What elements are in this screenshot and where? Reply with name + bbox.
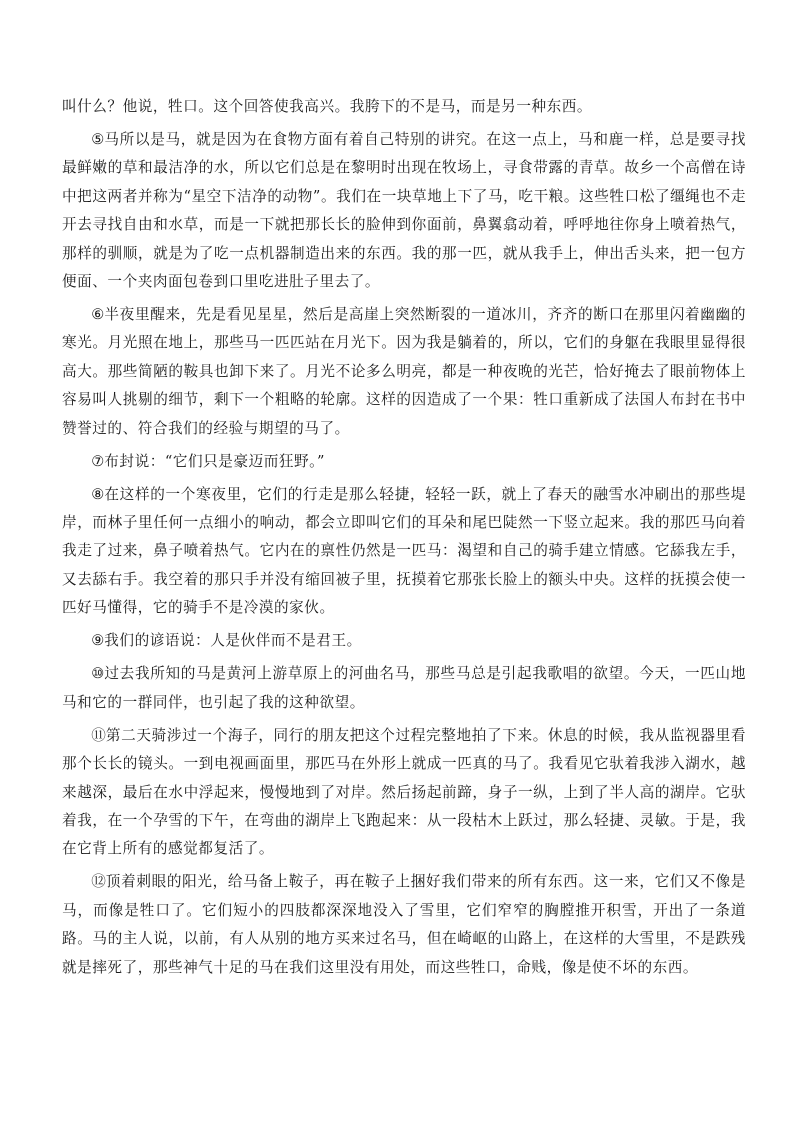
paragraph-number: ⑨: [91, 632, 105, 650]
paragraph-10: [62, 660, 746, 717]
paragraph-text: 马所以是马，就是因为在食物方面有着自己特别的讲究。在这一点上，马和鹿一样，总是要寻找最鲜嫩的草和最洁净的水，所以它们总是在黎明时出现在牧场上，寻食带露的青草。故乡一个高僧在诗中把这两者并称为“星空下洁净的动物”。我们在一块草地上下了马，吃干粮。这些牲口松了缰绳也不走开去寻找自由和水草，而是一下就把那长长的脸伸到你面前，鼻翼翕动着，呼呼地往你身上喷着热气，那样的驯顺，就是为了吃一点机器制造出来的东西。我的那一匹，就从我手上，伸出舌头来，把一包方便面、一个夹肉面包卷到口里吃进肚子里去了。: [62, 131, 746, 291]
paragraph-5: [62, 126, 746, 296]
paragraph-text: 布封说：“它们只是豪迈而狂野。”: [104, 452, 326, 470]
paragraph-number: ⑪: [91, 726, 106, 744]
paragraph-8: [62, 481, 746, 623]
paragraph-text: 半夜里醒来，先是看见星星，然后是高崖上突然断裂的一道冰川，齐齐的断口在那里闪着幽幽的寒光。月光照在地上，那些马一匹匹站在月光下。因为我是躺着的，所以，它们的身躯在我眼里显得很高大。那些简陋的鞍具也卸下来了。月光不论多么明亮，都是一种夜晚的光芒，恰好掩去了眼前物体上容易叫人挑剔的细节，剩下一个粗略的轮廓。这样的因造成了一个果：牲口重新成了法国人布封在书中赞誉过的、符合我们的经验与期望的马了。: [62, 306, 746, 437]
paragraph-7: [62, 448, 746, 476]
document-page: [62, 93, 746, 987]
paragraph-text: 叫什么？他说，牲口。这个回答使我高兴。我胯下的不是马，而是另一种东西。: [62, 98, 593, 115]
paragraph-text: 过去我所知的马是黄河上游草原上的河曲名马，那些马总是引起我歌唱的欲望。今天，一匹山地马和它的一群同伴，也引起了我的这种欲望。: [62, 665, 746, 711]
paragraph-9: [62, 627, 746, 655]
paragraph-6: [62, 301, 746, 443]
paragraph-continuation: [62, 93, 746, 121]
paragraph-11: [62, 722, 746, 864]
paragraph-text: 我们的谚语说：人是伙伴而不是君王。: [104, 632, 362, 650]
paragraph-text: 在这样的一个寒夜里，它们的行走是那么轻捷，轻轻一跃，就上了春天的融雪水冲刷出的那些堤岸，而林子里任何一点细小的响动，都会立即叫它们的耳朵和尾巴陡然一下竖立起来。我的那匹马向着我走了过来，鼻子喷着热气。它内在的禀性仍然是一匹马：渴望和自己的骑手建立情感。它舔我左手，又去舔右手。我空着的那只手并没有缩回被子里，抚摸着它那张长脸上的额头中央。这样的抚摸会使一匹好马懂得，它的骑手不是冷漠的家伙。: [62, 485, 746, 617]
paragraph-number: ⑤: [91, 131, 105, 148]
paragraph-number: ⑩: [91, 665, 105, 683]
paragraph-number: ⑫: [91, 873, 106, 891]
paragraph-12: [62, 868, 746, 982]
paragraph-text: 顶着刺眼的阳光，给马备上鞍子，再在鞍子上捆好我们带来的所有东西。这一来，它们又不像是马，而像是牲口了。它们短小的四肢都深深地没入了雪里，它们窄窄的胸膛推开积雪，开出了一条道路。马的主人说，以前，有人从别的地方买来过名马，但在崎岖的山路上，在这样的大雪里，不是跌残就是摔死了，那些神气十足的马在我们这里没有用处，而这些牲口，命贱，像是使不坏的东西。: [62, 873, 746, 976]
paragraph-text: 第二天骑涉过一个海子，同行的朋友把这个过程完整地拍了下来。休息的时候，我从监视器里看那个长长的镜头。一到电视画面里，那匹马在外形上就成一匹真的马了。我看见它驮着我涉入湖水，越来越深，最后在水中浮起来，慢慢地到了对岸。然后扬起前蹄，身子一纵，上到了半人高的湖岸。它驮着我，在一个孕雪的下午，在弯曲的湖岸上飞跑起来：从一段枯木上跃过，那么轻捷、灵敏。于是，我在它背上所有的感觉都复活了。: [62, 726, 746, 858]
paragraph-number: ⑦: [91, 452, 105, 470]
paragraph-number: ⑧: [91, 485, 105, 503]
paragraph-number: ⑥: [91, 306, 105, 324]
